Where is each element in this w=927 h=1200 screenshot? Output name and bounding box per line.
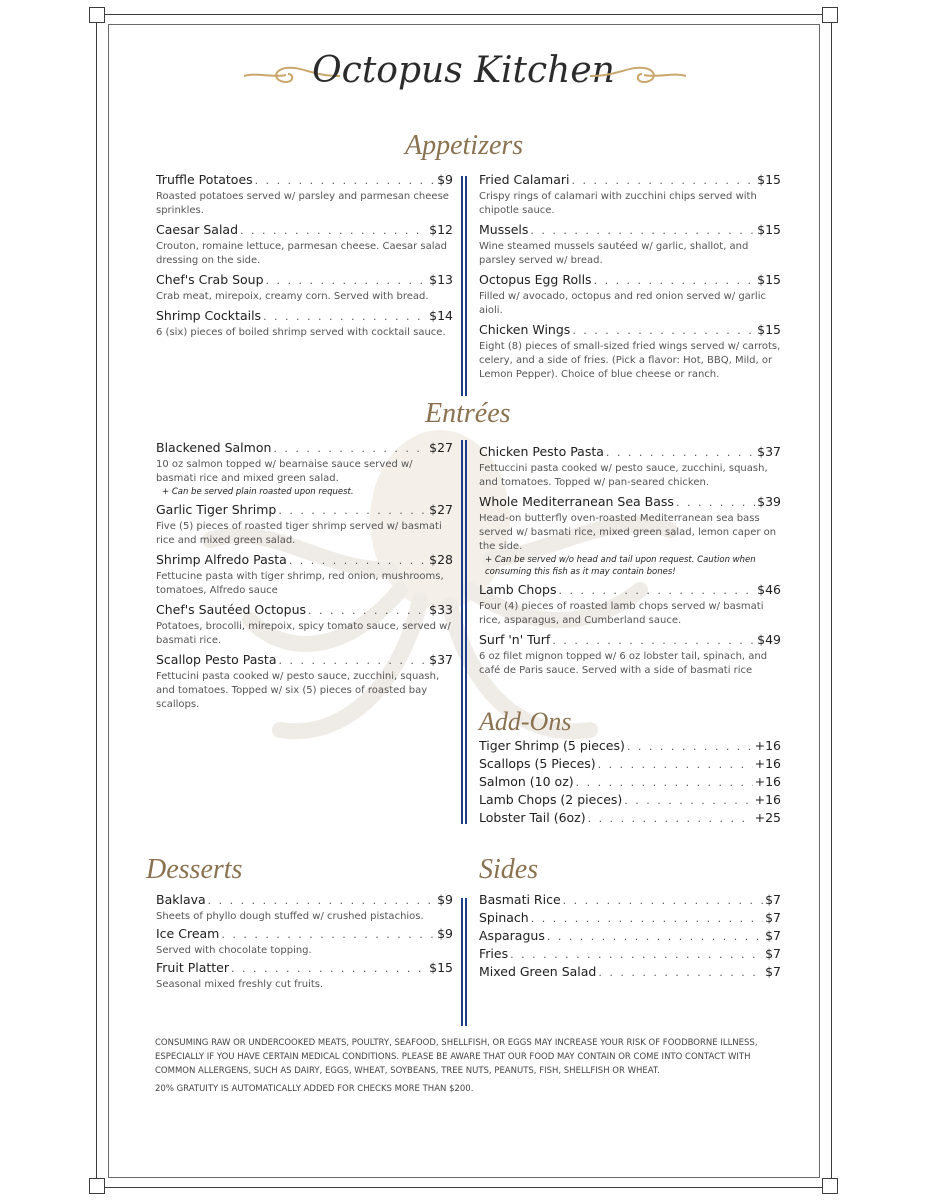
gratuity-text: 20% GRATUITY IS AUTOMATICALLY ADDED FOR CHECKS MORE THAN $200. [155, 1084, 474, 1094]
column-divider-desserts [461, 898, 467, 1026]
item-price: $7 [765, 964, 781, 979]
item-price: $9 [437, 926, 453, 941]
desserts-list [156, 892, 453, 994]
section-title-appetizers: Appetizers [405, 130, 524, 161]
item-name: Asparagus [479, 928, 545, 943]
item-description: 6 (six) pieces of boiled shrimp served with cocktail sauce. [156, 327, 446, 338]
item-description: Head-on butterfly oven-roasted Mediterranean sea bass served w/ basmati rice, mixed green salad, lemon caper on the side. [479, 513, 777, 552]
flourish-right-icon [588, 62, 688, 88]
item-price: $9 [437, 172, 453, 187]
item-name: Fried Calamari [479, 172, 570, 187]
item-description: 10 oz salmon topped w/ bearnaise sauce served w/ basmati rice and mixed green salad. [156, 459, 413, 484]
section-title-desserts: Desserts [146, 854, 243, 885]
item-name: Blackened Salmon [156, 440, 272, 455]
item-name: Scallop Pesto Pasta [156, 652, 277, 667]
item-name: Caesar Salad [156, 222, 239, 237]
item-description: Filled w/ avocado, octopus and red onion served w/ garlic aioli. [479, 291, 766, 316]
item-price: $28 [429, 552, 453, 567]
item-description: Fettuccini pasta cooked w/ pesto sauce, zucchini, squash, and tomatoes. Topped w/ pan-seared chicken. [479, 463, 768, 488]
item-price: $46 [757, 582, 781, 597]
item-note: + Can be served plain roasted upon request. [162, 487, 354, 497]
appetizers-left-list [156, 172, 453, 344]
item-price: $39 [757, 494, 781, 509]
item-price: $7 [765, 910, 781, 925]
menu-item [479, 494, 781, 578]
item-name: Lobster Tail (6oz) [479, 810, 586, 825]
item-name: Salmon (10 oz) [479, 774, 574, 789]
side-item [479, 946, 781, 963]
item-description: Roasted potatoes served w/ parsley and parmesan cheese sprinkles. [156, 191, 449, 216]
item-name: Tiger Shrimp (5 pieces) [479, 738, 625, 753]
item-price: $33 [429, 602, 453, 617]
menu-item [479, 632, 781, 678]
item-price: $13 [429, 272, 453, 287]
item-description: Fettucini pasta cooked w/ pesto sauce, zucchini, squash, and tomatoes. Topped w/ six (5) pieces of roasted bay scallops. [156, 671, 440, 710]
item-description: Seasonal mixed freshly cut fruits. [156, 979, 324, 990]
item-description: Served with chocolate topping. [156, 945, 312, 956]
addons-list [479, 738, 781, 828]
item-name: Fries [479, 946, 509, 961]
item-price: $27 [429, 440, 453, 455]
item-name: Mixed Green Salad [479, 964, 597, 979]
menu-item [479, 322, 781, 382]
item-description: Wine steamed mussels sautéed w/ garlic, shallot, and parsley served w/ bread. [479, 241, 749, 266]
item-name: Surf 'n' Turf [479, 632, 551, 647]
item-name: Shrimp Alfredo Pasta [156, 552, 287, 567]
item-name: Basmati Rice [479, 892, 561, 907]
item-name: Chicken Pesto Pasta [479, 444, 604, 459]
menu-item [156, 502, 453, 548]
menu-item [156, 308, 453, 340]
appetizers-right-list [479, 172, 781, 386]
item-price: $37 [757, 444, 781, 459]
item-price: $12 [429, 222, 453, 237]
side-item [479, 928, 781, 945]
item-price: $7 [765, 928, 781, 943]
item-price: $49 [757, 632, 781, 647]
corner-ornament-tl [89, 7, 105, 23]
item-name: Chicken Wings [479, 322, 571, 337]
item-description: Crispy rings of calamari with zucchini chips served with chipotle sauce. [479, 191, 757, 216]
corner-ornament-br [822, 1178, 838, 1194]
side-item [479, 910, 781, 927]
item-price: $27 [429, 502, 453, 517]
item-name: Whole Mediterranean Sea Bass [479, 494, 674, 509]
item-description: Crab meat, mirepoix, creamy corn. Served with bread. [156, 291, 429, 302]
item-name: Chef's Crab Soup [156, 272, 264, 287]
menu-item [479, 272, 781, 318]
menu-item [479, 582, 781, 628]
item-description: Crouton, romaine lettuce, parmesan cheese. Caesar salad dressing on the side. [156, 241, 448, 266]
menu-item [156, 602, 453, 648]
item-price: $7 [765, 892, 781, 907]
item-price: $15 [757, 172, 781, 187]
corner-ornament-bl [89, 1178, 105, 1194]
side-item [479, 892, 781, 909]
section-title-sides: Sides [479, 854, 539, 885]
item-name: Baklava [156, 892, 206, 907]
menu-item [156, 222, 453, 268]
addon-item [479, 756, 781, 773]
item-price: +16 [754, 738, 781, 753]
item-description: Sheets of phyllo dough stuffed w/ crushed pistachios. [156, 911, 424, 922]
item-description: Five (5) pieces of roasted tiger shrimp served w/ basmati rice and mixed green salad. [156, 521, 442, 546]
item-price: $15 [757, 272, 781, 287]
item-price: +16 [754, 792, 781, 807]
item-name: Shrimp Cocktails [156, 308, 262, 323]
disclaimer-text: CONSUMING RAW OR UNDERCOOKED MEATS, POULTRY, SEAFOOD, SHELLFISH, OR EGGS MAY INCREASE YOUR RISK OF FOODBORNE ILLNESS, ESPECIALLY IF YOU HAVE CERTAIN MEDICAL CONDITIONS. PLEASE BE AWARE THAT OUR FOOD MAY CONTAIN OR COME INTO CONTACT WITH COMMON ALLERGENS, SUCH AS DAIRY, EGGS, WHEAT, SOYBEANS, TREE NUTS, PEANUTS, FISH, SHELLFISH OR WHEAT. [155, 1038, 758, 1076]
item-name: Garlic Tiger Shrimp [156, 502, 277, 517]
menu-item [156, 552, 453, 598]
entrees-right-list [479, 444, 781, 682]
column-divider-appetizers [461, 176, 467, 396]
menu-item [479, 444, 781, 490]
menu-item [479, 172, 781, 218]
item-name: Spinach [479, 910, 529, 925]
menu-item [156, 926, 453, 958]
item-description: Four (4) pieces of roasted lamb chops served w/ basmati rice, asparagus, and Cumberland sauce. [479, 601, 764, 626]
corner-ornament-tr [822, 7, 838, 23]
column-divider-entrees [461, 440, 467, 824]
item-name: Chef's Sautéed Octopus [156, 602, 306, 617]
addon-item [479, 810, 781, 827]
item-name: Octopus Egg Rolls [479, 272, 592, 287]
item-description: Fettucine pasta with tiger shrimp, red onion, mushrooms, tomatoes, Alfredo sauce [156, 571, 444, 596]
section-title-entrees: Entrées [425, 398, 511, 429]
item-price: $37 [429, 652, 453, 667]
item-name: Lamb Chops (2 pieces) [479, 792, 623, 807]
item-name: Scallops (5 Pieces) [479, 756, 596, 771]
item-name: Ice Cream [156, 926, 220, 941]
item-price: $15 [429, 960, 453, 975]
item-price: +25 [754, 810, 781, 825]
item-name: Lamb Chops [479, 582, 557, 597]
menu-item [156, 172, 453, 218]
item-price: $15 [757, 222, 781, 237]
item-description: Eight (8) pieces of small-sized fried wings served w/ carrots, celery, and a side of fries. (Pick a flavor: Hot, BBQ, Mild, or Lemon Pepper). Choice of blue cheese or ranch. [479, 341, 781, 380]
item-price: $14 [429, 308, 453, 323]
entrees-left-list [156, 440, 453, 716]
side-item [479, 964, 781, 981]
item-name: Truffle Potatoes [156, 172, 253, 187]
item-price: $15 [757, 322, 781, 337]
allergen-disclaimer [155, 1036, 775, 1096]
item-price: $7 [765, 946, 781, 961]
item-description: Potatoes, brocolli, mirepoix, spicy tomato sauce, served w/ basmati rice. [156, 621, 451, 646]
addon-item [479, 774, 781, 791]
menu-item [479, 222, 781, 268]
item-note: + Can be served w/o head and tail upon request. Caution when consuming this fish as it may contain bones! [485, 555, 756, 577]
item-price: $9 [437, 892, 453, 907]
menu-item [156, 652, 453, 712]
sides-list [479, 892, 781, 982]
section-title-addons: Add-Ons [479, 707, 572, 736]
menu-item [156, 272, 453, 304]
restaurant-title: Octopus Kitchen [312, 50, 615, 91]
item-name: Mussels [479, 222, 529, 237]
item-name: Fruit Platter [156, 960, 229, 975]
menu-item [156, 440, 453, 498]
item-price: +16 [754, 774, 781, 789]
addon-item [479, 792, 781, 809]
menu-item [156, 892, 453, 924]
item-description: 6 oz filet mignon topped w/ 6 oz lobster tail, spinach, and café de Paris sauce. Served with a side of basmati rice [479, 651, 768, 676]
menu-item [156, 960, 453, 992]
addon-item [479, 738, 781, 755]
item-price: +16 [754, 756, 781, 771]
